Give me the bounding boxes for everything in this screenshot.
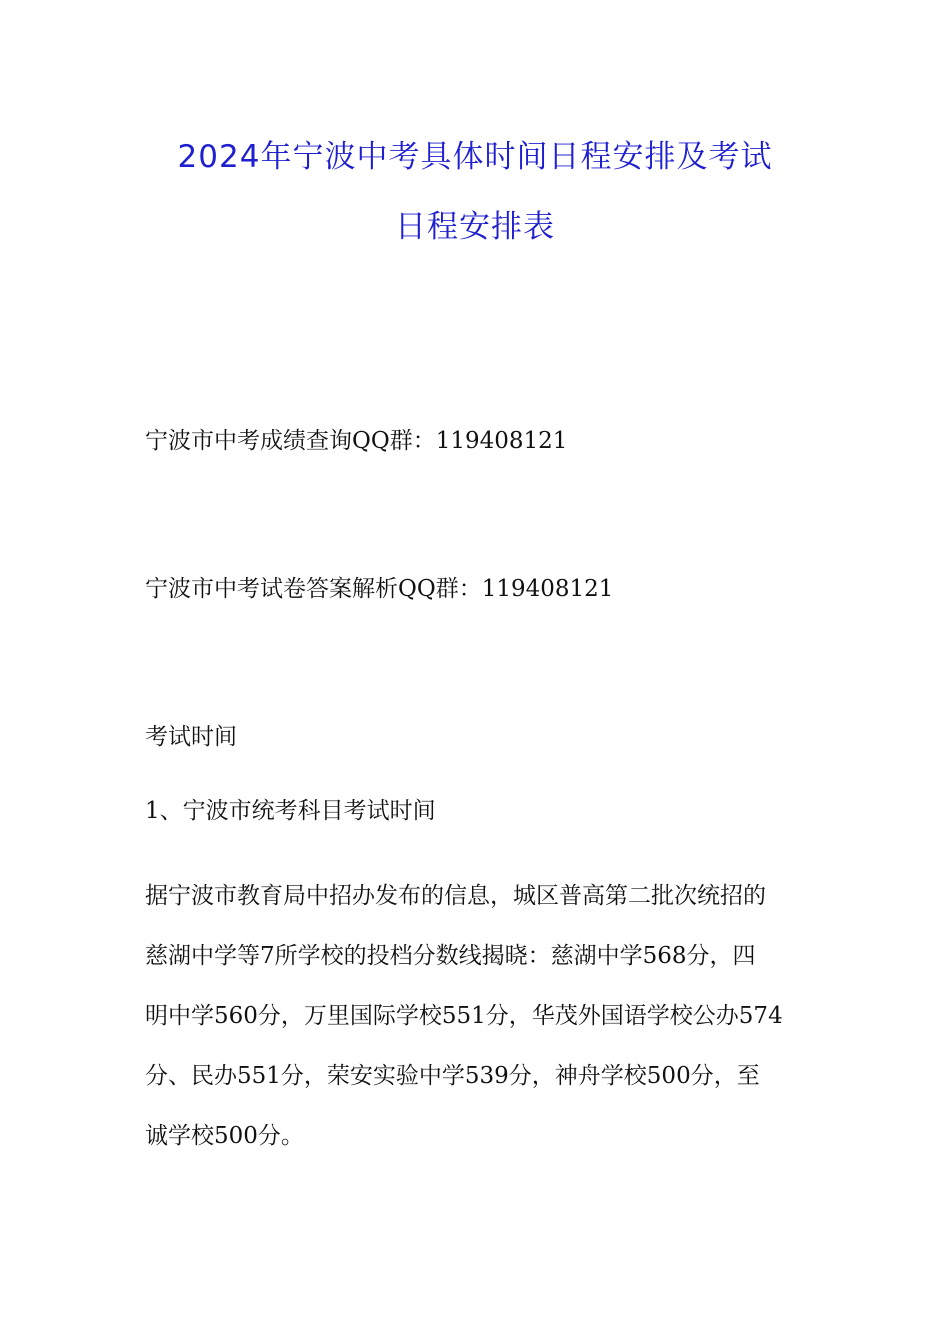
paragraph-line: 据宁波市教育局中招办发布的信息，城区普高第二批次统招的 bbox=[145, 883, 766, 909]
page-title bbox=[0, 122, 950, 262]
paragraph-line: 诚学校500分。 bbox=[145, 1123, 304, 1149]
title-line-2: 日程安排表 bbox=[395, 209, 555, 245]
qq-answers-group-line: 宁波市中考试卷答案解析QQ群：119408121 bbox=[145, 576, 614, 602]
paragraph-line: 慈湖中学等7所学校的投档分数线揭晓：慈湖中学568分，四 bbox=[145, 943, 756, 969]
paragraph-line: 分、民办551分，荣安实验中学539分，神舟学校500分，至 bbox=[145, 1063, 760, 1089]
qq-score-group-line: 宁波市中考成绩查询QQ群：119408121 bbox=[145, 428, 568, 454]
paragraph bbox=[145, 866, 815, 1166]
subsection-heading: 1、宁波市统考科目考试时间 bbox=[145, 798, 436, 824]
paragraph-line: 明中学560分，万里国际学校551分，华茂外国语学校公办574 bbox=[145, 1003, 783, 1029]
title-line-1: 2024年宁波中考具体时间日程安排及考试 bbox=[177, 139, 773, 175]
section-heading: 考试时间 bbox=[145, 724, 237, 750]
